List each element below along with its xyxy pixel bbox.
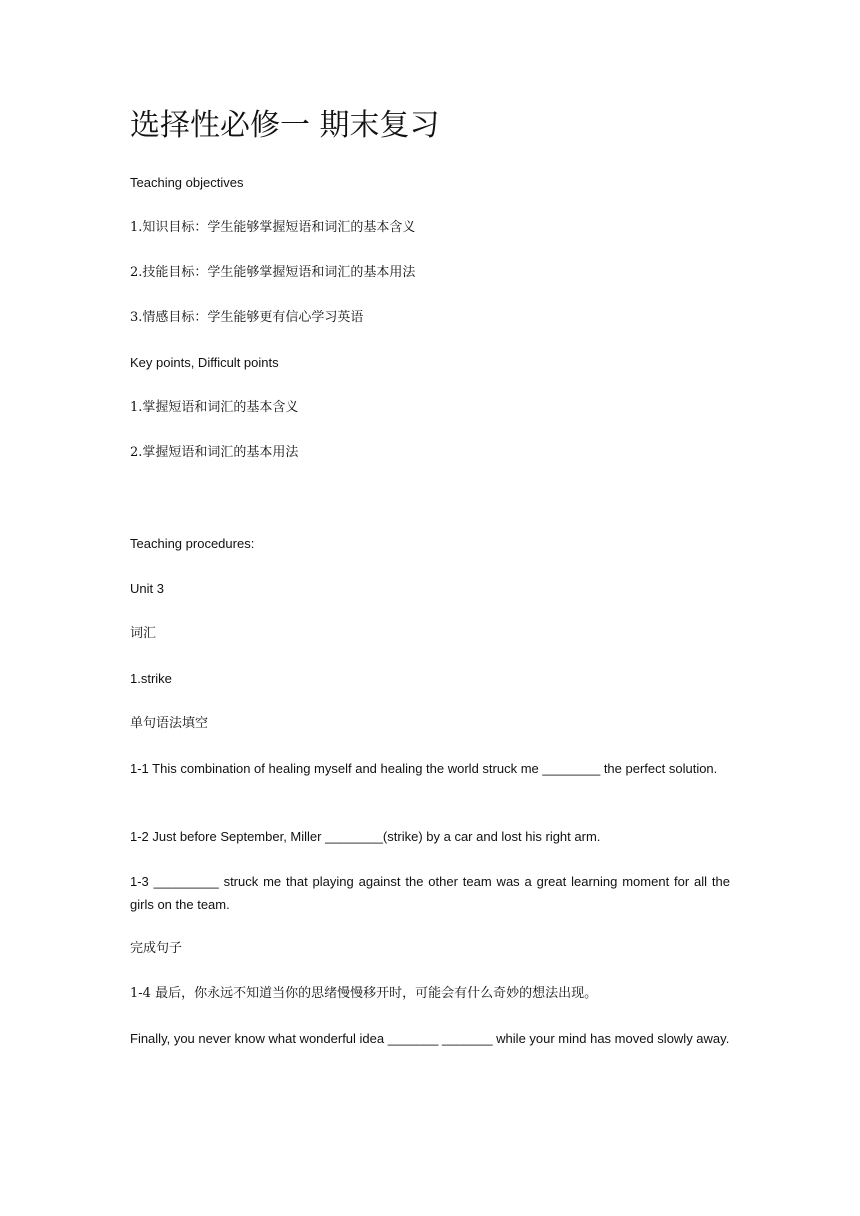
- question-1-4-english: Finally, you never know what wonderful idea _______ _______ while your mind has moved slowly away.: [130, 1031, 730, 1046]
- procedures-heading: Teaching procedures:: [130, 536, 255, 551]
- word-item: 1.strike: [130, 671, 172, 686]
- key-points-heading: Key points, Difficult points: [130, 355, 279, 370]
- question-1-3: 1-3 _________ struck me that playing against the other team was a great learning moment for all the girls on the team.: [130, 874, 730, 912]
- question-1-4-chinese: 1-4 最后，你永远不知道当你的思绪慢慢移开时，可能会有什么奇妙的想法出现。: [130, 986, 598, 1001]
- key-point-item-1: 1.掌握短语和词汇的基本含义: [130, 400, 299, 415]
- objective-item-3: 3.情感目标：学生能够更有信心学习英语: [130, 310, 364, 325]
- vocab-heading: 词汇: [130, 626, 157, 641]
- document-title: 选择性必修一 期末复习: [130, 108, 440, 143]
- key-point-item-2: 2.掌握短语和词汇的基本用法: [130, 445, 299, 460]
- question-1-2: 1-2 Just before September, Miller ________(strike) by a car and lost his right arm.: [130, 829, 601, 844]
- objective-item-2: 2.技能目标：学生能够掌握短语和词汇的基本用法: [130, 265, 416, 280]
- unit-label: Unit 3: [130, 581, 164, 596]
- complete-sentence-heading: 完成句子: [130, 941, 183, 956]
- grammar-fill-heading: 单句语法填空: [130, 716, 209, 731]
- objective-item-1: 1.知识目标：学生能够掌握短语和词汇的基本含义: [130, 220, 416, 235]
- question-1-1: 1-1 This combination of healing myself and healing the world struck me ________ the perfect solution.: [130, 761, 718, 776]
- objectives-heading: Teaching objectives: [130, 175, 244, 190]
